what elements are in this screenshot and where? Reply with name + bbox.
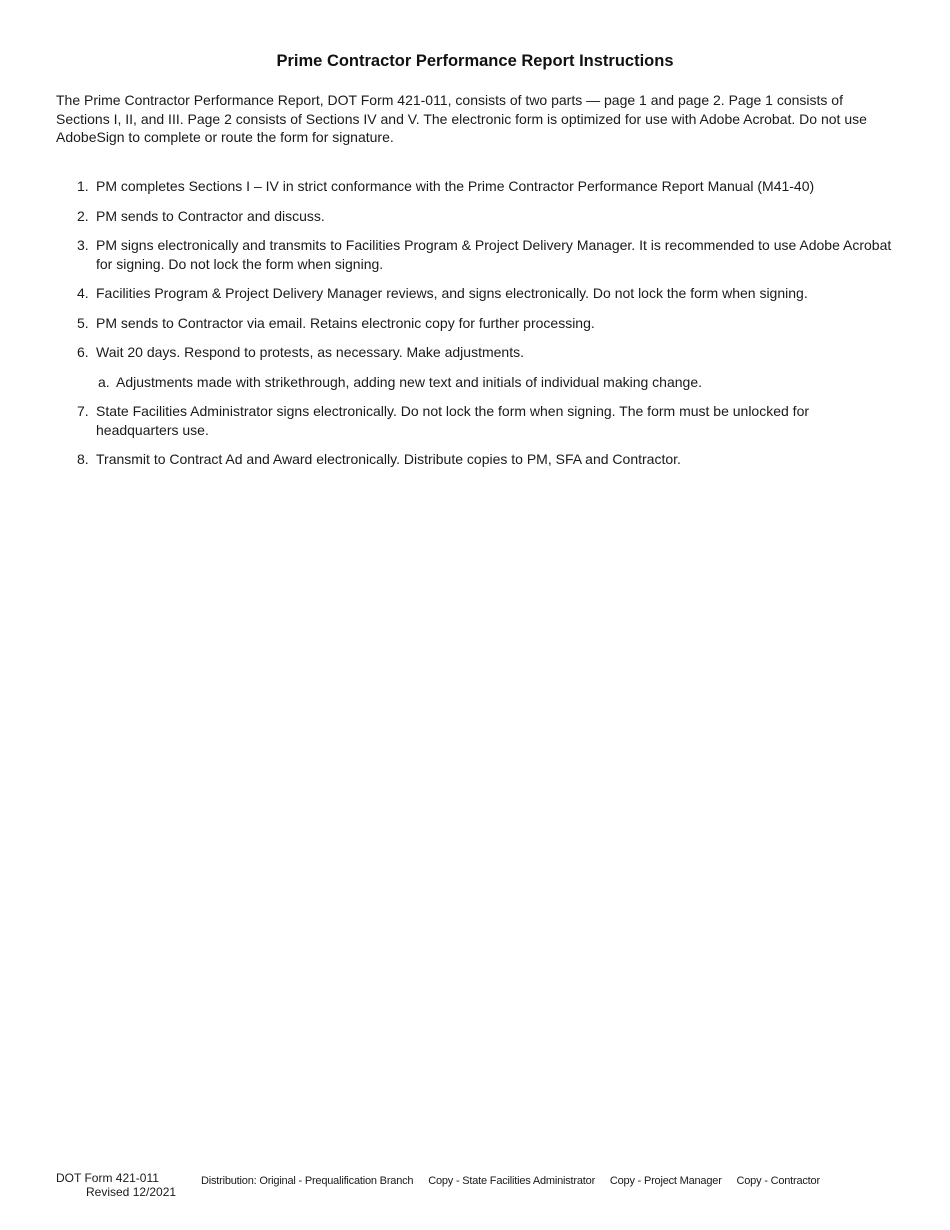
step-item [0,343,950,362]
step-item [0,207,950,226]
step-item [0,402,950,439]
intro-paragraph: The Prime Contractor Performance Report, DOT Form 421-011, consists of two parts — page 1 and page 2. Page 1 consists of Sections I, II, and III. Page 2 consists of Sections IV and V. The electronic form is optimized for use with Adobe Acrobat. Do not use AdobeSign to complete or route the form for signature. [56,92,867,145]
distribution-copy-sfa: Copy - State Facilities Administrator [428,1175,596,1187]
step-number: 6. [77,344,89,360]
footer-revised-date: Revised 12/2021 [86,1185,177,1199]
instruction-steps [0,177,950,480]
step-number: 7. [77,403,89,419]
distribution-copy-contractor: Copy - Contractor [736,1175,820,1187]
step-number: 8. [77,451,89,467]
step-item [0,177,950,196]
step-item [0,450,950,469]
step-text: PM sends to Contractor and discuss. [96,207,325,224]
substep-text: Adjustments made with strikethrough, adding new text and initials of individual making change. [116,373,702,390]
step-number: 1. [77,178,89,194]
page-title: Prime Contractor Performance Report Instructions [276,52,674,70]
substep-item [0,373,950,392]
step-item [0,314,950,333]
distribution-copy-pm: Copy - Project Manager [609,1175,722,1187]
step-item [0,236,950,273]
step-number: 4. [77,285,89,301]
step-text: PM completes Sections I – IV in strict conformance with the Prime Contractor Performance Report Manual (M41-40) [96,178,815,194]
step-text: PM signs electronically and transmits to Facilities Program & Project Delivery Manager. It is recommended to use Adobe Acrobat for signing. Do not lock the form when signing. [96,237,892,272]
step-item [0,284,950,303]
distribution-original: Distribution: Original - Prequalification Branch [201,1175,414,1187]
step-number: 2. [77,207,89,224]
step-text: Facilities Program & Project Delivery Manager reviews, and signs electronically. Do not lock the form when signing. [96,285,808,301]
step-text: Wait 20 days. Respond to protests, as necessary. Make adjustments. [96,344,524,360]
footer-form-number: DOT Form 421-011 [56,1171,159,1185]
step-number: 3. [77,237,89,253]
step-text: State Facilities Administrator signs electronically. Do not lock the form when signing. The form must be unlocked for headquarters use. [96,403,810,438]
step-text: Transmit to Contract Ad and Award electronically. Distribute copies to PM, SFA and Contractor. [96,451,681,467]
step-number: 5. [77,314,89,331]
footer-distribution [201,1174,820,1188]
substep-letter: a. [98,373,110,390]
step-text: PM sends to Contractor via email. Retains electronic copy for further processing. [96,314,595,331]
